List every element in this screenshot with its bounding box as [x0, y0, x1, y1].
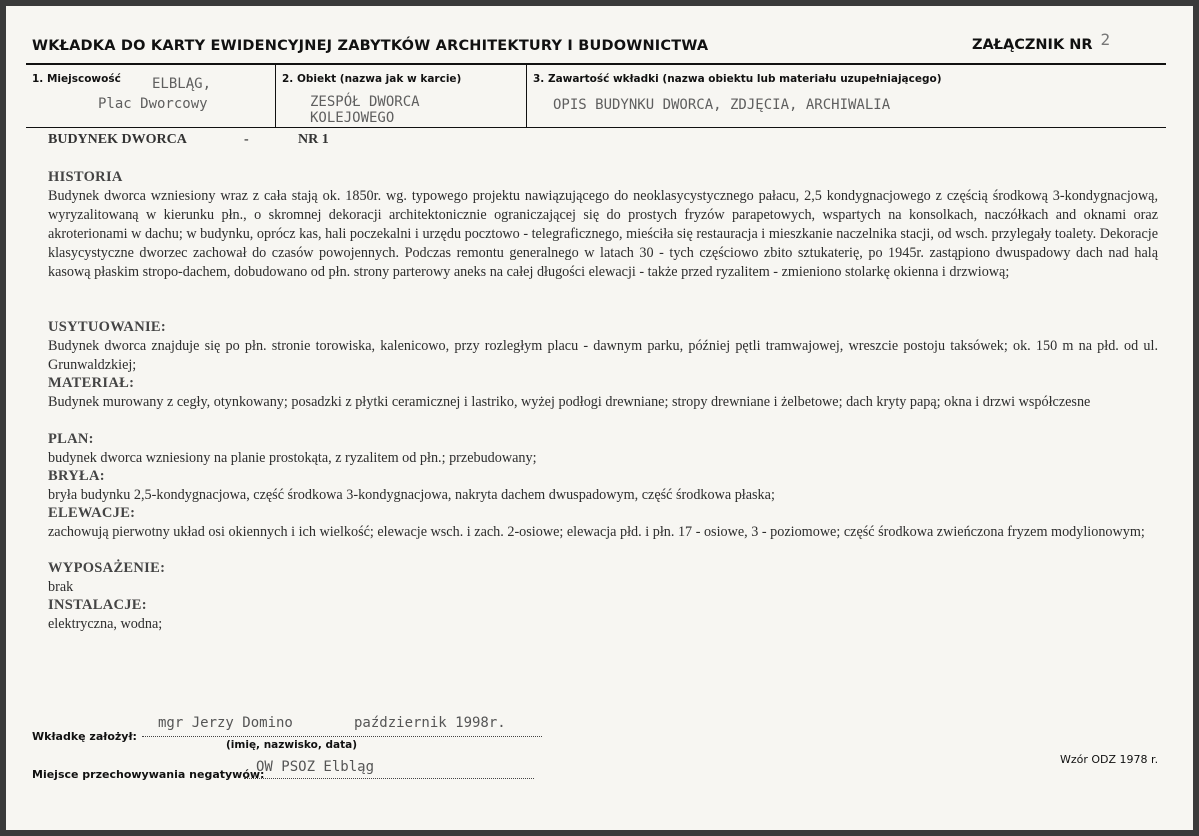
section-instalacje — [48, 596, 1158, 634]
building-number: NR 1 — [298, 132, 329, 147]
locality-field — [26, 65, 276, 127]
section-usytuowanie — [48, 318, 1158, 375]
building-name: BUDYNEK DWORCA — [48, 132, 187, 147]
annex-label-text: ZAŁĄCZNIK NR — [972, 37, 1093, 53]
section-text: Budynek dworca wzniesiony wraz z cała stają ok. 1850r. wg. typowego projektu nawiązującego do neoklasycystycznego pałacu, 2,5 kondygnacjowego z częścią środkową 3-kondygnacjową, wyryzalitowaną w kierunku płn., o skromnej dekoracji architektonicznie ograniczającej się do prostych fryzów parapetowych, wspartych na konsolkach, naczółkach and oknami oraz akroterionami w dachu; w budynku, oprócz kas, hali poczekalni i urzędu pocztowo - telegraficznego, mieściła się restauracja i mieszkanie naczelnika stacji, od wsch. przylegały toalety. Dekoracje klasycystyczne dworzec zachował do czasów powojennych. Podczas remontu generalnego w latach 30 - tych częściowo zbito sztukaterię, po 1945r. zastąpiono dwuspadowy dach nad halą kasową płaskim stropo-dachem, dobudowano od płn. strony parterowy aneks na całej długości elewacji - także przed ryzalitem - zmieniono stolarkę okienna i drzwiową; — [48, 188, 1158, 280]
section-heading: WYPOSAŻENIE: — [48, 560, 166, 576]
section-text: Budynek dworca znajduje się po płn. stronie torowiska, kalenicowo, przy rozległym placu - dawnym parku, później pętli tramwajowej, wreszcie postoju taksówek; ok. 150 m na płd. od ul. Grunwaldzkiej; — [48, 338, 1158, 373]
content-field — [527, 65, 1166, 127]
locality-label: 1. Miejscowość — [32, 73, 121, 85]
object-field — [276, 65, 527, 127]
section-heading: USYTUOWANIE: — [48, 319, 167, 335]
locality-value-line2: Plac Dworcowy — [98, 96, 208, 112]
section-text: Budynek murowany z cegły, otynkowany; posadzki z płytki ceramicznej i lastriko, wyżej podłogi drewniane; stropy drewniane i żelbetowe; dach kryty papą; okna i drzwi współczesne — [48, 394, 1091, 410]
storage-line — [244, 778, 534, 779]
record-card — [6, 6, 1193, 830]
object-value-line2: KOLEJOWEGO — [310, 110, 395, 126]
form-model: Wzór ODZ 1978 r. — [1060, 753, 1159, 766]
object-label: 2. Obiekt (nazwa jak w karcie) — [282, 73, 462, 85]
section-heading: MATERIAŁ: — [48, 375, 135, 391]
annex-number: 2 — [1100, 30, 1111, 49]
object-value-line1: ZESPÓŁ DWORCA — [310, 94, 420, 110]
section-bryla — [48, 467, 1158, 505]
content-value: OPIS BUDYNKU DWORCA, ZDJĘCIA, ARCHIWALIA — [553, 97, 891, 113]
section-heading: BRYŁA: — [48, 468, 105, 484]
section-heading: ELEWACJE: — [48, 505, 136, 521]
author-label: Wkładkę założył: — [32, 730, 137, 743]
building-heading — [48, 130, 329, 149]
section-plan — [48, 430, 1158, 468]
storage-label: Miejsce przechowywania negatywów: — [32, 768, 265, 781]
author-line — [142, 736, 542, 737]
section-historia — [48, 168, 1158, 282]
section-material — [48, 374, 1158, 412]
building-dash: - — [244, 132, 249, 147]
card-title: WKŁADKA DO KARTY EWIDENCYJNEJ ZABYTKÓW ARCHITEKTURY I BUDOWNICTWA — [32, 38, 709, 54]
section-text: brak — [48, 579, 74, 595]
fields-row — [26, 65, 1166, 128]
author-hint: (imię, nazwisko, data) — [226, 739, 357, 751]
locality-value-line1: ELBLĄG, — [152, 76, 212, 92]
section-heading: INSTALACJE: — [48, 597, 147, 613]
section-text: zachowują pierwotny układ osi okiennych i ich wielkość; elewacje wsch. i zach. 2-osiowe; elewacja płd. i płn. 17 - osiowe, 3 - poziomowe; część środkowa zwieńczona fryzem modylionowym; — [48, 524, 1145, 540]
section-elewacje — [48, 504, 1158, 542]
section-text: elektryczna, wodna; — [48, 616, 163, 632]
section-text: budynek dworca wzniesiony na planie prostokąta, z ryzalitem od płn.; przebudowany; — [48, 450, 537, 466]
author-name: mgr Jerzy Domino — [158, 715, 293, 731]
section-heading: HISTORIA — [48, 169, 123, 185]
content-label: 3. Zawartość wkładki (nazwa obiektu lub materiału uzupełniającego) — [533, 73, 942, 85]
author-date: październik 1998r. — [354, 715, 506, 731]
annex-label — [972, 30, 1111, 53]
storage-value: OW PSOZ Elbląg — [256, 759, 375, 775]
section-text: bryła budynku 2,5-kondygnacjowa, część środkowa 3-kondygnacjowa, nakryta dachem dwuspadowym, część środkowa płaska; — [48, 487, 775, 503]
section-wyposazenie — [48, 559, 1158, 597]
section-heading: PLAN: — [48, 431, 94, 447]
